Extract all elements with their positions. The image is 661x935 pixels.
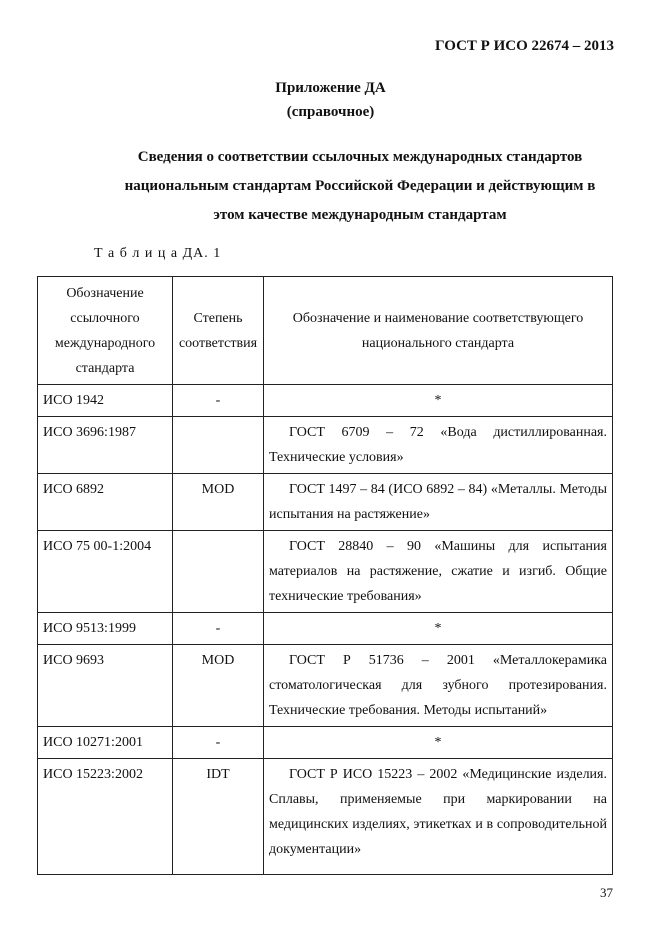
cell-degree: MOD — [173, 474, 264, 531]
cell-ref: ИСО 75 00-1:2004 — [38, 531, 173, 613]
cell-ref: ИСО 9693 — [38, 645, 173, 727]
table-row — [38, 613, 613, 645]
cell-degree: IDT — [173, 759, 264, 875]
cell-ref: ИСО 1942 — [38, 385, 173, 417]
cell-degree: MOD — [173, 645, 264, 727]
header-national-standard: Обозначение и наименование соответствующего национального стандарта — [264, 277, 613, 385]
table-row — [38, 727, 613, 759]
cell-national: * — [264, 385, 613, 417]
table-row — [38, 531, 613, 613]
cell-national: ГОСТ 1497 – 84 (ИСО 6892 – 84) «Металлы. Методы испытания на растяжение» — [264, 474, 613, 531]
cell-national: ГОСТ Р ИСО 15223 – 2002 «Медицинские изделия. Сплавы, применяемые при маркировании на медицинских изделиях, этикетках и в сопроводительной документации» — [264, 759, 613, 875]
appendix-heading — [0, 76, 661, 124]
appendix-title: Приложение ДА — [275, 80, 386, 96]
table-row — [38, 645, 613, 727]
table-row — [38, 759, 613, 875]
cell-ref: ИСО 15223:2002 — [38, 759, 173, 875]
header-degree: Степень соответствия — [173, 277, 264, 385]
table-caption: Т а б л и ц а ДА. 1 — [94, 246, 222, 261]
appendix-subtitle: (справочное) — [286, 104, 375, 120]
cell-ref: ИСО 10271:2001 — [38, 727, 173, 759]
table-row — [38, 417, 613, 474]
table-header-row — [38, 277, 613, 385]
title-line: этом качестве международным стандартам — [213, 207, 507, 223]
cell-national: * — [264, 727, 613, 759]
cell-national: ГОСТ 28840 – 90 «Машины для испытания материалов на растяжение, сжатие и изгиб. Общие технические требования» — [264, 531, 613, 613]
cell-degree — [173, 531, 264, 613]
table-row — [38, 474, 613, 531]
title-line: национальным стандартам Российской Федерации и действующим в — [124, 178, 596, 194]
title-line: Сведения о соответствии ссылочных международных стандартов — [137, 149, 583, 165]
cell-degree: - — [173, 613, 264, 645]
cell-degree: - — [173, 727, 264, 759]
cell-ref: ИСО 9513:1999 — [38, 613, 173, 645]
cell-ref: ИСО 6892 — [38, 474, 173, 531]
section-title — [90, 143, 630, 230]
header-ref-standard: Обозначение ссылочного международного стандарта — [38, 277, 173, 385]
cell-degree: - — [173, 385, 264, 417]
cell-ref: ИСО 3696:1987 — [38, 417, 173, 474]
document-code-header: ГОСТ Р ИСО 22674 – 2013 — [435, 38, 614, 54]
cell-degree — [173, 417, 264, 474]
cell-national: * — [264, 613, 613, 645]
table-row — [38, 385, 613, 417]
cell-national: ГОСТ 6709 – 72 «Вода дистиллированная. Технические условия» — [264, 417, 613, 474]
correspondence-table — [37, 276, 613, 875]
page-number: 37 — [600, 885, 613, 900]
cell-national: ГОСТ Р 51736 – 2001 «Металлокерамика стоматологическая для зубного протезирования. Технические требования. Методы испытаний» — [264, 645, 613, 727]
